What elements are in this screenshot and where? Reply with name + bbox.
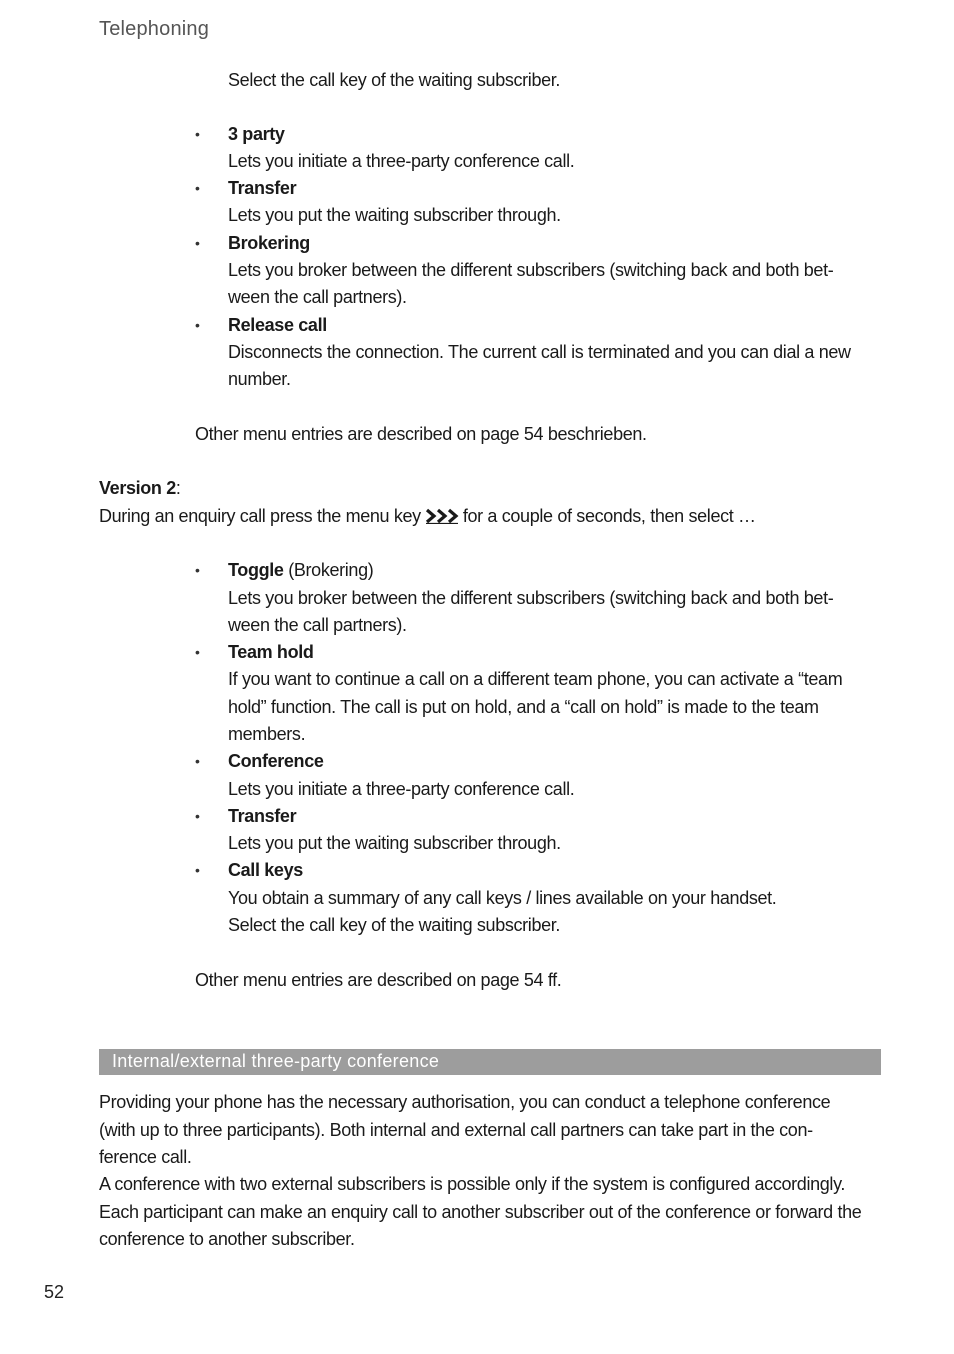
- item-desc: You obtain a summary of any call keys / lines available on your handset.: [228, 888, 777, 908]
- version-2-colon: :: [175, 478, 181, 498]
- item-desc: ween the call partners).: [228, 287, 407, 307]
- bullet-icon: •: [195, 317, 200, 333]
- item-label-conference: Conference: [228, 751, 324, 771]
- item-desc: number.: [228, 369, 291, 389]
- toggle-suffix: (Brokering): [283, 560, 374, 580]
- paragraph-line: Each participant can make an enquiry call to another subscriber out of the conference or forward the: [99, 1202, 862, 1222]
- paragraph-line: (with up to three participants). Both internal and external call partners can take part in the con-: [99, 1120, 813, 1140]
- section-heading-bar: [99, 1049, 881, 1075]
- paragraph-line: A conference with two external subscribers is possible only if the system is configured accordingly.: [99, 1174, 846, 1194]
- item-desc: Lets you initiate a three-party conference call.: [228, 151, 575, 171]
- item-label-toggle: [228, 557, 373, 584]
- item-label-transfer: Transfer: [228, 806, 297, 826]
- item-label-team-hold: Team hold: [228, 642, 314, 662]
- menu-entries-note: Other menu entries are described on page 54 ff.: [195, 970, 562, 990]
- item-label-release-call: Release call: [228, 315, 327, 335]
- item-label-3-party: 3 party: [228, 124, 285, 144]
- intro-before: During an enquiry call press the menu key: [99, 506, 421, 526]
- menu-entries-note: Other menu entries are described on page 54 beschrieben.: [195, 424, 647, 444]
- toggle-label: Toggle: [228, 560, 284, 580]
- item-desc: Lets you put the waiting subscriber through.: [228, 833, 561, 853]
- item-desc: Lets you initiate a three-party conference call.: [228, 779, 575, 799]
- item-desc: Select the call key of the waiting subscriber.: [228, 915, 561, 935]
- item-desc: If you want to continue a call on a different team phone, you can activate a “team: [228, 669, 843, 689]
- paragraph-line: conference to another subscriber.: [99, 1229, 355, 1249]
- bullet-icon: •: [195, 808, 200, 824]
- menu-key-icon: [425, 505, 459, 532]
- item-desc: members.: [228, 724, 306, 744]
- version-2-label: Version 2: [99, 478, 176, 498]
- bullet-icon: •: [195, 644, 200, 660]
- item-label-brokering: Brokering: [228, 233, 310, 253]
- version-2-intro: [99, 503, 756, 532]
- bullet-icon: •: [195, 235, 200, 251]
- item-label-transfer: Transfer: [228, 178, 297, 198]
- item-desc: Lets you broker between the different subscribers (switching back and both bet-: [228, 260, 834, 280]
- bullet-icon: •: [195, 126, 200, 142]
- running-header: Telephoning: [99, 18, 210, 40]
- version-2-heading: [99, 475, 181, 502]
- intro-after: for a couple of seconds, then select …: [462, 506, 756, 526]
- bullet-icon: •: [195, 753, 200, 769]
- item-desc: Lets you broker between the different subscribers (switching back and both bet-: [228, 588, 834, 608]
- paragraph-line: Providing your phone has the necessary authorisation, you can conduct a telephone conference: [99, 1092, 831, 1112]
- item-desc: Disconnects the connection. The current call is terminated and you can dial a new: [228, 342, 851, 362]
- item-desc: ween the call partners).: [228, 615, 407, 635]
- item-label-call-keys: Call keys: [228, 860, 303, 880]
- paragraph-line: ference call.: [99, 1147, 192, 1167]
- section-title: Internal/external three-party conference: [112, 1051, 440, 1071]
- item-desc: Lets you put the waiting subscriber through.: [228, 205, 561, 225]
- bullet-icon: •: [195, 180, 200, 196]
- bullet-icon: •: [195, 862, 200, 878]
- item-desc: hold” function. The call is put on hold, and a “call on hold” is made to the team: [228, 697, 819, 717]
- page-number: 52: [44, 1282, 65, 1302]
- bullet-icon: •: [195, 562, 200, 578]
- intro-text: Select the call key of the waiting subscriber.: [228, 70, 561, 90]
